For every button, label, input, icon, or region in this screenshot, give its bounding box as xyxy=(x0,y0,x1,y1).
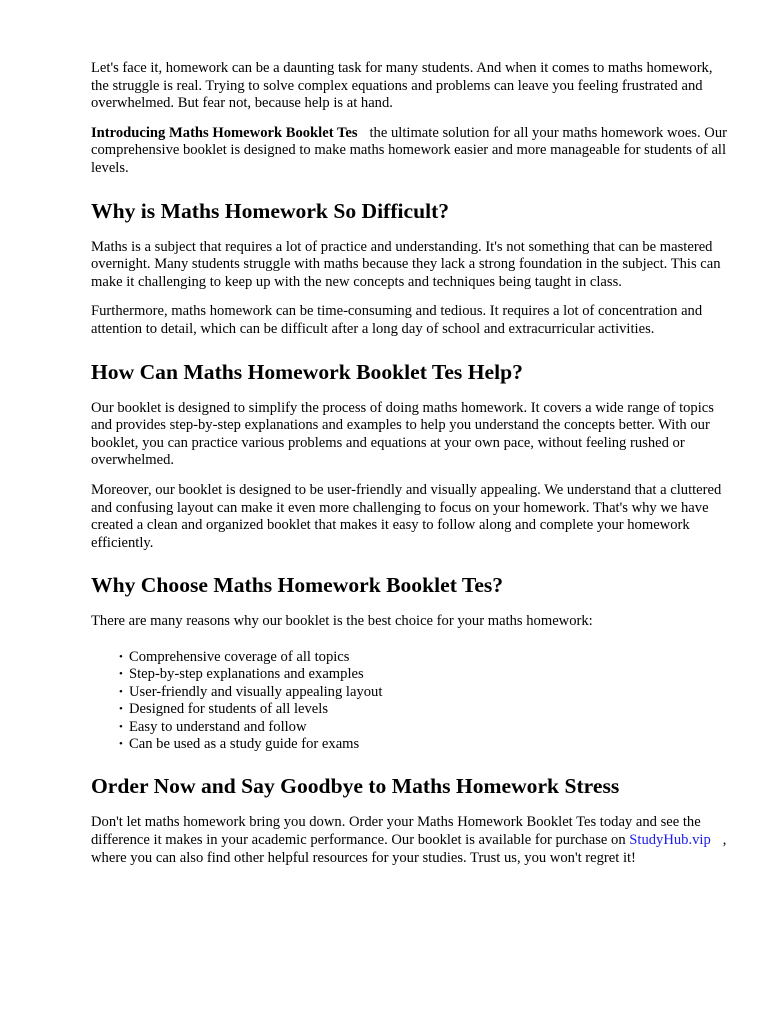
section-heading-why-difficult: Why is Maths Homework So Difficult? xyxy=(91,198,450,223)
list-item: • Designed for students of all levels xyxy=(119,701,328,718)
list-item: • Comprehensive coverage of all topics xyxy=(119,648,350,665)
section2-paragraph-2: Moreover, our booklet is designed to be user-friendly and visually appealing. We understand that a cluttered and confusing layout can make it even more challenging to focus on your homework. That's why we have created a clean and organized booklet that makes it easy to follow along and complete your homework efficiently. xyxy=(91,481,722,551)
section1-paragraph-2: Furthermore, maths homework can be time-consuming and tedious. It requires a lot of concentration and attention to detail, which can be difficult after a long day of school and extracurricular activities. xyxy=(91,303,703,337)
section4-paragraph-1: Don't let maths homework bring you down. Order your Maths Homework Booklet Tes today and see the difference it makes in your academic performance. Our booklet is available for purchase on StudyHub.vip , where you can also find other helpful resources for your studies. Trust us, you won't regret it! xyxy=(91,814,727,866)
section3-paragraph-1: There are many reasons why our booklet is the best choice for your maths homework: xyxy=(91,613,593,630)
product-name: Introducing Maths Homework Booklet Tes xyxy=(91,124,358,141)
bullet-icon: • xyxy=(119,685,123,698)
intro-paragraph-2-text: the ultimate solution for all your maths homework woes. Our comprehensive booklet is designed to make maths homework easier and more manageable for students of all levels. xyxy=(91,124,727,176)
section-heading-how-help: How Can Maths Homework Booklet Tes Help? xyxy=(91,359,523,384)
section-heading-why-choose: Why Choose Maths Homework Booklet Tes? xyxy=(91,573,504,598)
section1-paragraph-1: Maths is a subject that requires a lot of practice and understanding. It's not something that can be mastered overnight. Many students struggle with maths because they lack a strong foundation in the subject. This can make it challenging to keep up with the new concepts and techniques being taught in class. xyxy=(91,238,721,290)
intro-paragraph-2 xyxy=(91,125,731,178)
studyhub-link[interactable]: StudyHub.vip xyxy=(629,831,711,848)
list-item: • User-friendly and visually appealing layout xyxy=(119,683,383,700)
section2-paragraph-1: Our booklet is designed to simplify the process of doing maths homework. It covers a wide range of topics and provides step-by-step explanations and examples to help you understand the concepts better. With our booklet, you can practice various problems and equations at your own pace, without feeling rushed or overwhelmed. xyxy=(91,399,714,469)
intro-paragraph-1: Let's face it, homework can be a daunting task for many students. And when it comes to maths homework, the struggle is real. Trying to solve complex equations and problems can leave you feeling frustrated and overwhelmed. But fear not, because help is at hand. xyxy=(91,60,713,112)
list-item: • Easy to understand and follow xyxy=(119,718,307,735)
reasons-list xyxy=(91,649,731,753)
document-body xyxy=(91,60,731,867)
bullet-icon: • xyxy=(119,720,123,733)
section-heading-order-now: Order Now and Say Goodbye to Maths Homework Stress xyxy=(91,774,620,799)
list-item: • Can be used as a study guide for exams xyxy=(119,735,360,752)
bullet-icon: • xyxy=(119,650,123,663)
bullet-icon: • xyxy=(119,668,123,681)
list-item: • Step-by-step explanations and examples xyxy=(119,666,364,683)
bullet-icon: • xyxy=(119,737,123,750)
bullet-icon: • xyxy=(119,703,123,716)
